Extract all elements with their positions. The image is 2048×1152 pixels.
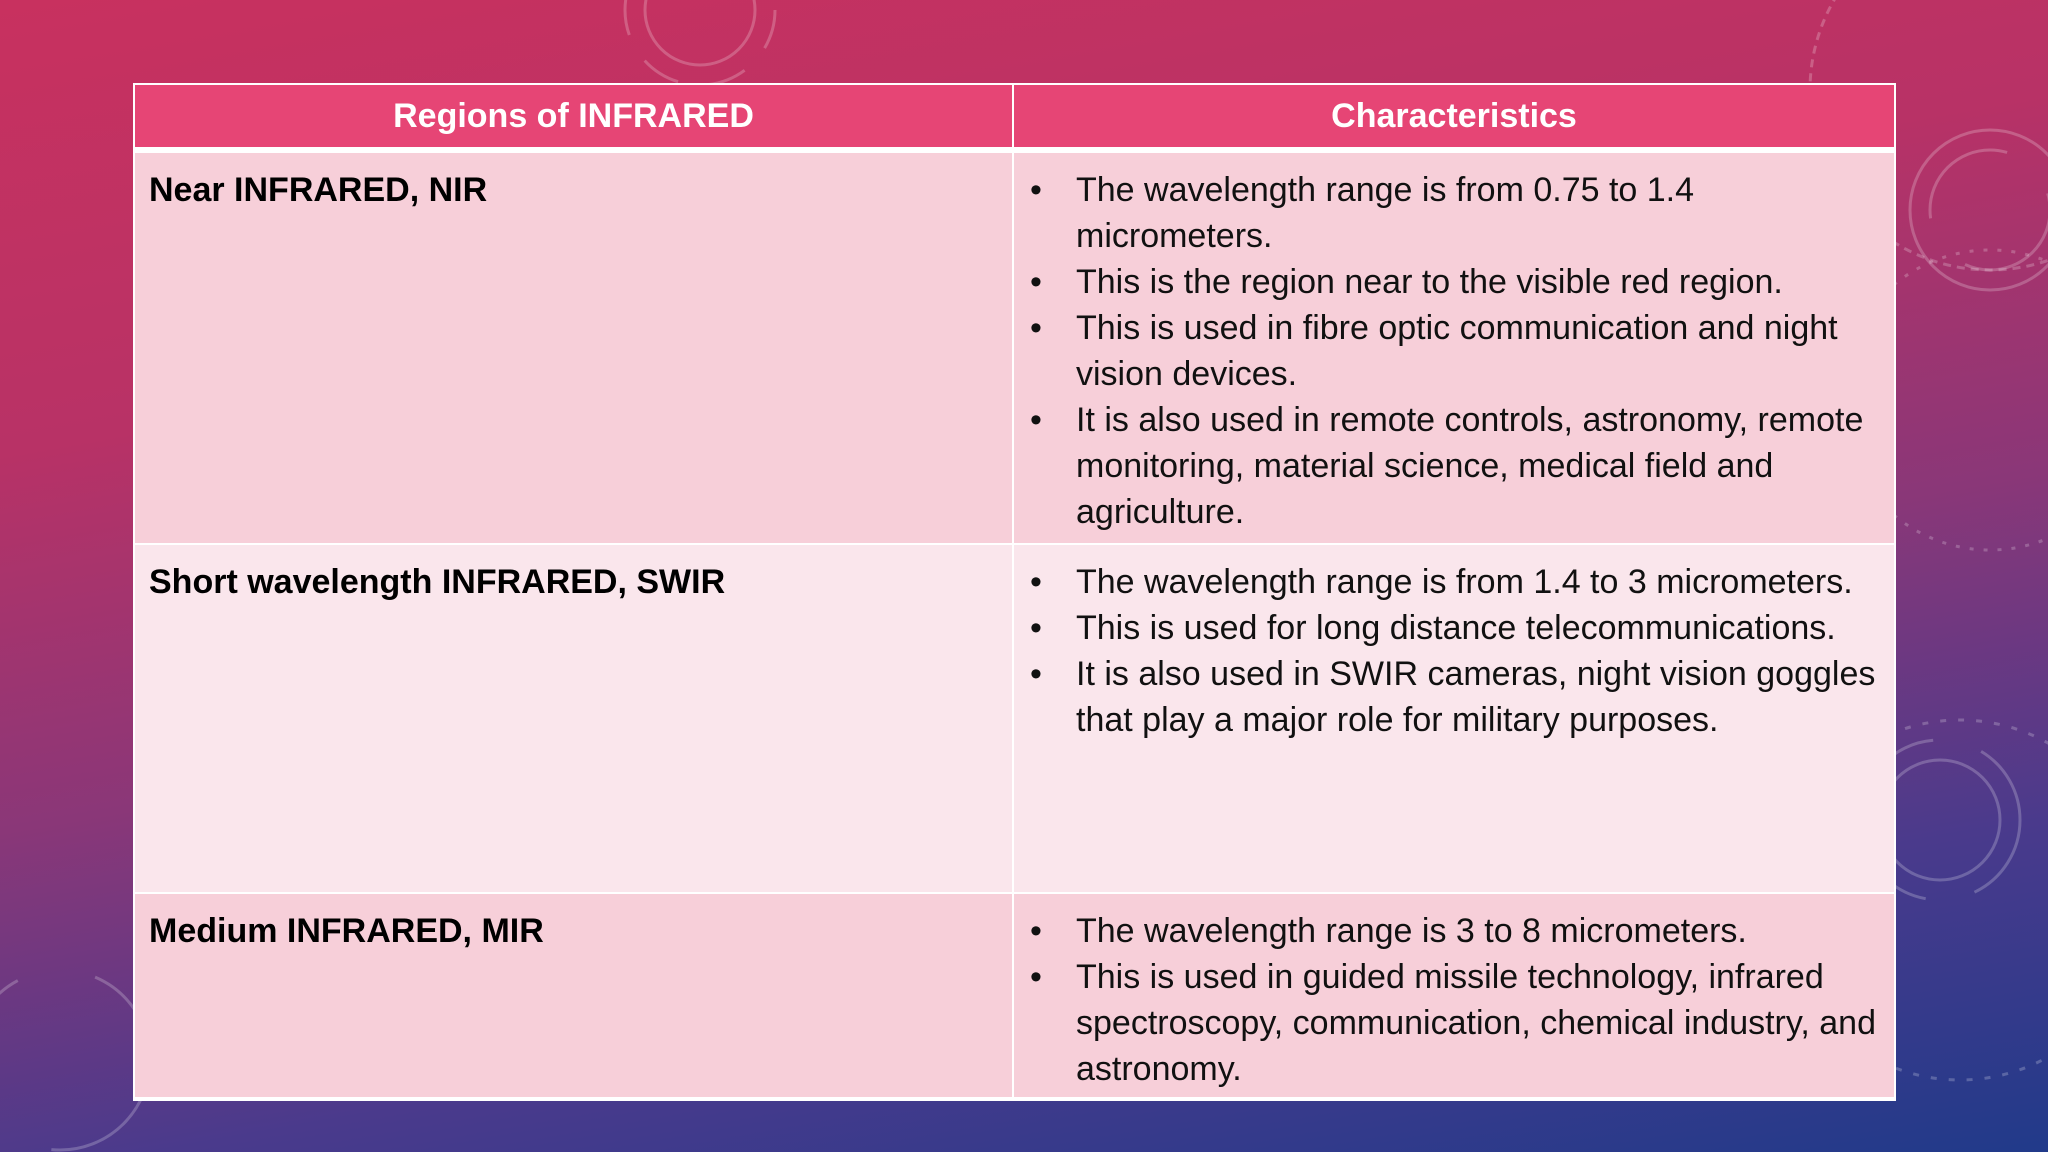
table-header-row [135, 85, 1894, 150]
characteristics-list [1014, 153, 1894, 535]
list-item-text: This is used in guided missile technology, infrared spectroscopy, communication, chemical industry, and astronomy. [1076, 958, 1876, 1088]
list-item [1030, 397, 1884, 535]
bullet-dot-icon: • [1030, 958, 1042, 996]
list-item [1030, 259, 1884, 305]
table-row-swir [135, 544, 1894, 893]
region-name: Near INFRARED, NIR [149, 171, 488, 209]
region-name: Medium INFRARED, MIR [149, 912, 544, 950]
characteristics-cell [1013, 893, 1894, 1098]
region-name: Short wavelength INFRARED, SWIR [149, 563, 726, 601]
bullet-dot-icon: • [1030, 171, 1042, 209]
list-item-text: This is the region near to the visible red region. [1076, 263, 1783, 301]
list-item [1030, 954, 1884, 1092]
list-item [1030, 651, 1884, 743]
characteristics-cell [1013, 150, 1894, 544]
list-item-text: This is used for long distance telecommunications. [1076, 609, 1836, 647]
list-item [1030, 605, 1884, 651]
list-item-text: The wavelength range is 3 to 8 micrometers. [1076, 912, 1747, 950]
header-regions: Regions of INFRARED [135, 85, 1013, 150]
characteristics-list [1014, 545, 1894, 743]
table-row-mir [135, 893, 1894, 1098]
region-cell [135, 150, 1013, 544]
list-item-text: The wavelength range is from 1.4 to 3 micrometers. [1076, 563, 1853, 601]
region-cell [135, 544, 1013, 893]
infrared-regions-table [135, 85, 1894, 1099]
list-item [1030, 305, 1884, 397]
bullet-dot-icon: • [1030, 401, 1042, 439]
characteristics-list [1014, 894, 1894, 1092]
header-characteristics: Characteristics [1013, 85, 1894, 150]
bullet-dot-icon: • [1030, 609, 1042, 647]
bullet-dot-icon: • [1030, 563, 1042, 601]
bullet-dot-icon: • [1030, 309, 1042, 347]
list-item [1030, 908, 1884, 954]
bullet-dot-icon: • [1030, 912, 1042, 950]
characteristics-cell [1013, 544, 1894, 893]
table-row-nir [135, 150, 1894, 544]
list-item-text: This is used in fibre optic communication and night vision devices. [1076, 309, 1838, 393]
list-item-text: The wavelength range is from 0.75 to 1.4 micrometers. [1076, 171, 1695, 255]
region-cell [135, 893, 1013, 1098]
list-item [1030, 559, 1884, 605]
list-item [1030, 167, 1884, 259]
list-item-text: It is also used in remote controls, astronomy, remote monitoring, material science, medical field and agriculture. [1076, 401, 1864, 531]
infrared-regions-table-container [133, 83, 1896, 1101]
bullet-dot-icon: • [1030, 655, 1042, 693]
bullet-dot-icon: • [1030, 263, 1042, 301]
list-item-text: It is also used in SWIR cameras, night vision goggles that play a major role for military purposes. [1076, 655, 1876, 739]
